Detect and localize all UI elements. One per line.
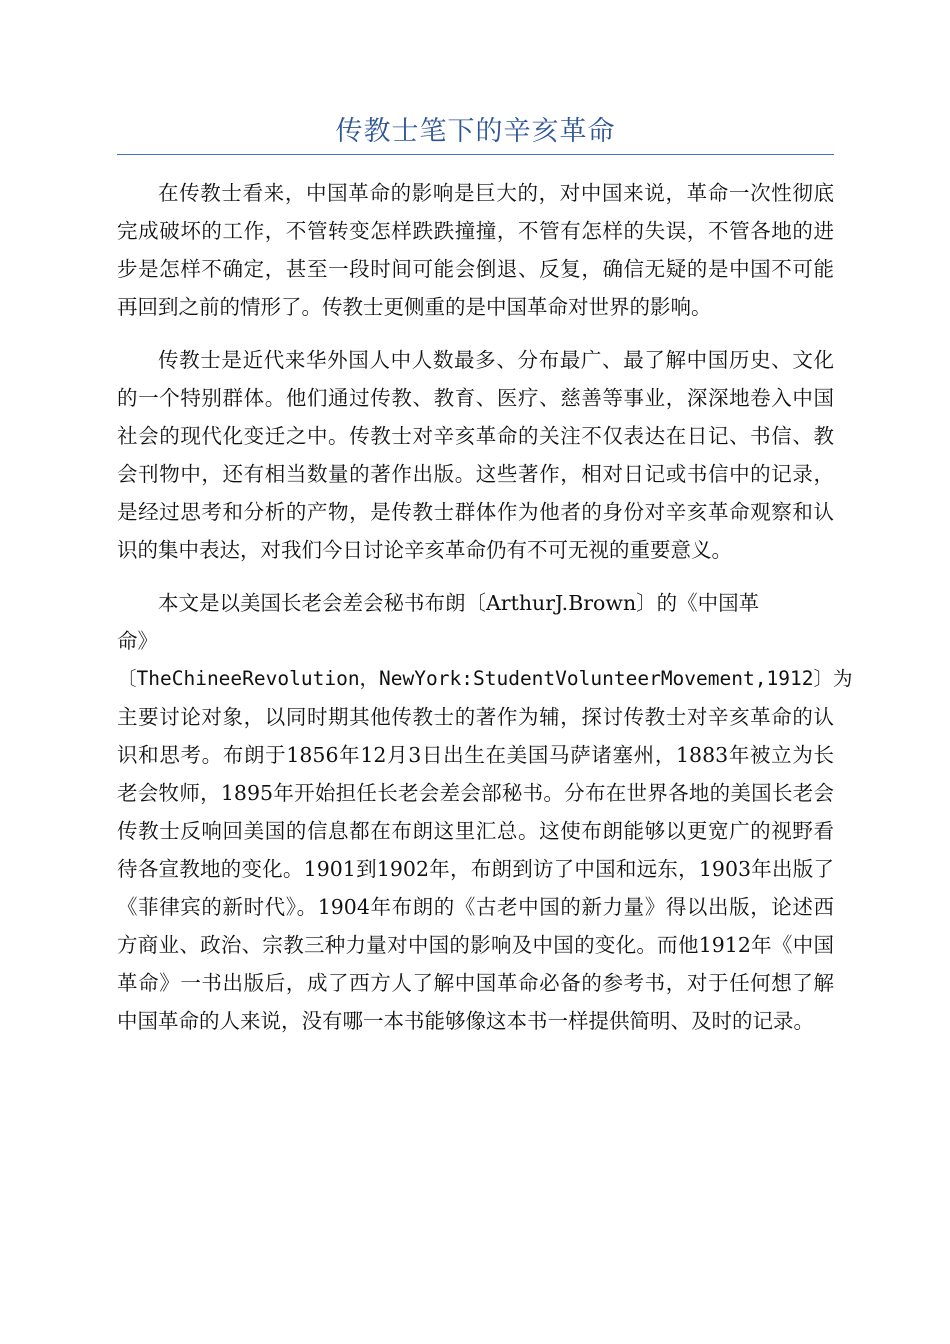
document-title: 传教士笔下的辛亥革命	[335, 116, 616, 147]
paragraph-3-line-2: 命》	[117, 629, 158, 653]
paragraph-2: 传教士是近代来华外国人中人数最多、分布最广、最了解中国历史、文化的一个特别群体。他们通过传教、教育、医疗、慈善等事业，深深地卷入中国社会的现代化变迁之中。传教士对辛亥革命的关注不仅表达在日记、书信、教会刊物中，还有相当数量的著作出版。这些著作，相对日记或书信中的记录，是经过思考和分析的产物，是传教士群体作为他者的身份对辛亥革命观察和认识的集中表达，对我们今日讨论辛亥革命仍有不可无视的重要意义。	[117, 348, 834, 562]
paragraph-3	[117, 584, 853, 1040]
title-underline	[117, 154, 834, 155]
document-body	[117, 174, 853, 1040]
paragraph-3-line-1: 本文是以美国长老会差会秘书布朗〔ArthurJ.Brown〕的《中国革	[158, 591, 760, 615]
paragraph-3-line-3: 〔TheChineeRevolution，NewYork:StudentVolunteerMovement,1912〕为	[117, 667, 853, 690]
paragraph-1: 在传教士看来，中国革命的影响是巨大的，对中国来说，革命一次性彻底完成破坏的工作，不管转变怎样跌跌撞撞，不管有怎样的失误，不管各地的进步是怎样不确定，甚至一段时间可能会倒退、反复，确信无疑的是中国不可能再回到之前的情形了。传教士更侧重的是中国革命对世界的影响。	[117, 181, 834, 319]
paragraph-3-rest: 主要讨论对象，以同时期其他传教士的著作为辅，探讨传教士对辛亥革命的认识和思考。布朗于1856年12月3日出生在美国马萨诸塞州，1883年被立为长老会牧师，1895年开始担任长老会差会部秘书。分布在世界各地的美国长老会传教士反响回美国的信息都在布朗这里汇总。这使布朗能够以更宽广的视野看待各宣教地的变化。1901到1902年，布朗到访了中国和远东，1903年出版了《菲律宾的新时代》。1904年布朗的《古老中国的新力量》得以出版，论述西方商业、政治、宗教三种力量对中国的影响及中国的变化。而他1912年《中国革命》一书出版后，成了西方人了解中国革命必备的参考书，对于任何想了解中国革命的人来说，没有哪一本书能够像这本书一样提供简明、及时的记录。	[117, 705, 834, 1033]
